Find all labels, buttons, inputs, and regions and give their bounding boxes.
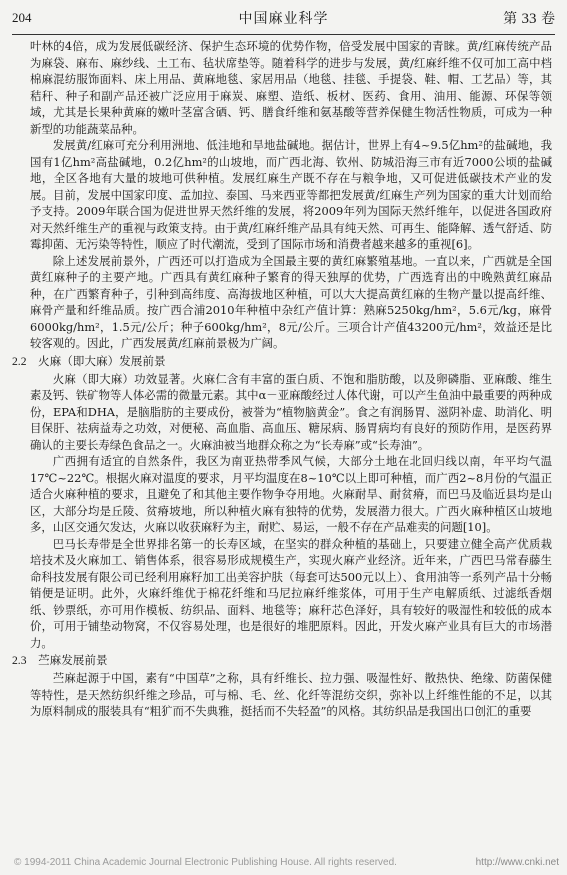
article-body bbox=[12, 38, 552, 720]
paragraph-hemp-industry: 巴马长寿带是全世界排名第一的长寿区域，在坚实的群众种植的基础上，只要建立健全高产优质栽培技术及火麻加工、销售体系，很容易形成规模生产，实现火麻产业经济。近年来，广西巴马常春藤生命科技发展有限公司已经利用麻籽加工出美容护肤（每套可达500元以上）、食用油等一系列产品十分畅销便是证明。此外，火麻纤维优于棉花纤维和马尼拉麻纤维浆体，可用于生产电解质纸、过滤纸香烟纸、钞票纸，亦可用作模板、纺织品、面料、地毯等；麻秆芯色泽好，具有较好的吸湿性和较低的成本价，可用于铺垫动物窝，不仅容易处理，也是很好的堆肥原料。因此，开发火麻产业具有巨大的市场潜力。 bbox=[30, 536, 552, 650]
section-number: 2.3 bbox=[12, 654, 27, 667]
copyright-footer bbox=[14, 857, 559, 868]
section-heading-2-2 bbox=[12, 353, 552, 370]
section-title: 火麻（即大麻）发展前景 bbox=[38, 353, 166, 368]
running-header bbox=[12, 4, 555, 35]
volume-number: 33 bbox=[521, 11, 537, 27]
journal-title: 中国麻业科学 bbox=[238, 11, 329, 27]
paragraph-hemp-climate: 广西拥有适宜的自然条件，我区为南亚热带季风气候，大部分土地在北回归线以南，年平均气温17℃~22℃。根据火麻对温度的要求，月平均温度在8~10℃以上即可种植，而广西2~8月份的气温正适合火麻种植的要求，且避免了和其他主要作物争夺用地。火麻耐旱、耐贫瘠，而巴马及临近县均是山区，大部分均是丘陵、贫瘠坡地，所以种植火麻有独特的优势，发展潜力很大。广西火麻种植区山坡地多，山区交通欠发达，火麻以收获麻籽为主，耐贮、易运，一般不存在产品难卖的问题[10]。 bbox=[30, 454, 552, 534]
volume-label bbox=[503, 8, 555, 28]
site-link[interactable]: http://www.cnki.net bbox=[475, 857, 559, 868]
paragraph-ramie: 苎麻起源于中国，素有“中国草”之称，具有纤维长、拉力强、吸湿性好、散热快、绝缘、防菌保健等特性，是天然纺织纤维之珍品，可与棉、毛、丝、化纤等混纺交织，弥补以上纤维性能的不足，以其为原料制成的服装具有“粗犷而不失典雅，挺括而不失轻盈”的风格。其纺织品是我国出口创汇的重要 bbox=[30, 671, 552, 718]
page-number: 204 bbox=[12, 10, 32, 25]
paragraph-kenaf-land: 发展黄/红麻可充分利用洲地、低洼地和旱地盐碱地。据估计，世界上有4~9.5亿hm²的盐碱地，我国有1亿hm²高盐碱地，0.2亿hm²的山坡地，而广西北海、钦州、防城沿海三市有近7000公顷的盐碱地，全区各地有大量的坡地可供种植。发展红麻生产既不存在与粮争地，又可促进低碳技术产业的发展。目前，发展中国家印度、孟加拉、泰国、马来西亚等都把发展黄/红麻生产列为国家的重大计划而给予支持。2009年联合国为促进世界天然纤维的发展，将2009年列为国际天然纤维年，以促进各国政府对天然纤维生产的重视与政策支持。由于黄/红麻纤维产品具有纯天然、可再生、能降解、透气舒适、防霉抑菌、无污染等特性，顺应了时代潮流，受到了国际市场和消费者越来越多的重视[6]。 bbox=[30, 138, 552, 251]
section-heading-2-3 bbox=[12, 652, 552, 669]
section-number: 2.2 bbox=[12, 354, 27, 368]
volume-suffix: 卷 bbox=[541, 11, 555, 27]
section-title: 苎麻发展前景 bbox=[38, 653, 108, 667]
paragraph-hemp-benefits: 火麻（即大麻）功效显著。火麻仁含有丰富的蛋白质、不饱和脂肪酸，以及卵磷脂、亚麻酸、维生素及钙、铁矿物等人体必需的微量元素。其中α－亚麻酸经过人体代谢，可以产生鱼油中最重要的两种成份，EPA和DHA，是脑脂肪的主要成份，被誉为“植物脑黄金”。食之有润肠胃、滋阴补虚、助消化、明目保肝、祛病益寿之功效，对便秘、高血脂、高血压、糖尿病、肠胃病均有良好的预防作用，是医药界确认的主要长寿绿色食品之一。火麻油被当地群众称之为“长寿麻”或“长寿油”。 bbox=[30, 371, 552, 452]
paragraph-continued: 叶林的4倍，成为发展低碳经济、保护生态环境的优势作物，倍受发展中国家的青睐。黄/红麻传统产品为麻袋、麻布、麻纱线、土工布、毡状席垫等。随着科学的进步与发展，黄/红麻纤维不仅可加工高中档棉麻混纺服饰面料、床上用品、黄麻地毯、家居用品（地毯、挂毯、手提袋、鞋、帽、工艺品）等，其秸秆、种子和副产品还被广泛应用于麻炭、麻塑、造纸、板材、医药、食用、油用、能源、环保等领域，尤其是长果种黄麻的嫩叶茎富含硒、钙、膳食纤维和氨基酸等营养保健生物活性物质，可成为一种新型的功能蔬菜品种。 bbox=[30, 39, 552, 136]
paragraph-kenaf-seed-base: 除上述发展前景外，广西还可以打造成为全国最主要的黄红麻繁殖基地。一直以来，广西就是全国黄红麻种子的主要产地。广西具有黄红麻种子繁育的得天独厚的优势，广西选育出的中晚熟黄红麻品种，在广西繁育种子，引种到高纬度、高海拔地区种植，可以大大提高黄红麻的生物产量以提高纤维、麻骨产量和纤维品质。按广西合浦2010年种植中杂红产值计算：熟麻5250kg/hm²，5.6元/kg，麻骨6000kg/hm²，1.5元/公斤；种子600kg/hm²，8元/公斤。三项合计产值43200元/hm²，效益还是比较客观的。因此，广西发展黄/红麻前景极为广阔。 bbox=[30, 253, 552, 350]
copyright-text: © 1994-2011 China Academic Journal Electronic Publishing House. All rights reserved. bbox=[14, 857, 397, 868]
volume-prefix: 第 bbox=[503, 11, 518, 27]
